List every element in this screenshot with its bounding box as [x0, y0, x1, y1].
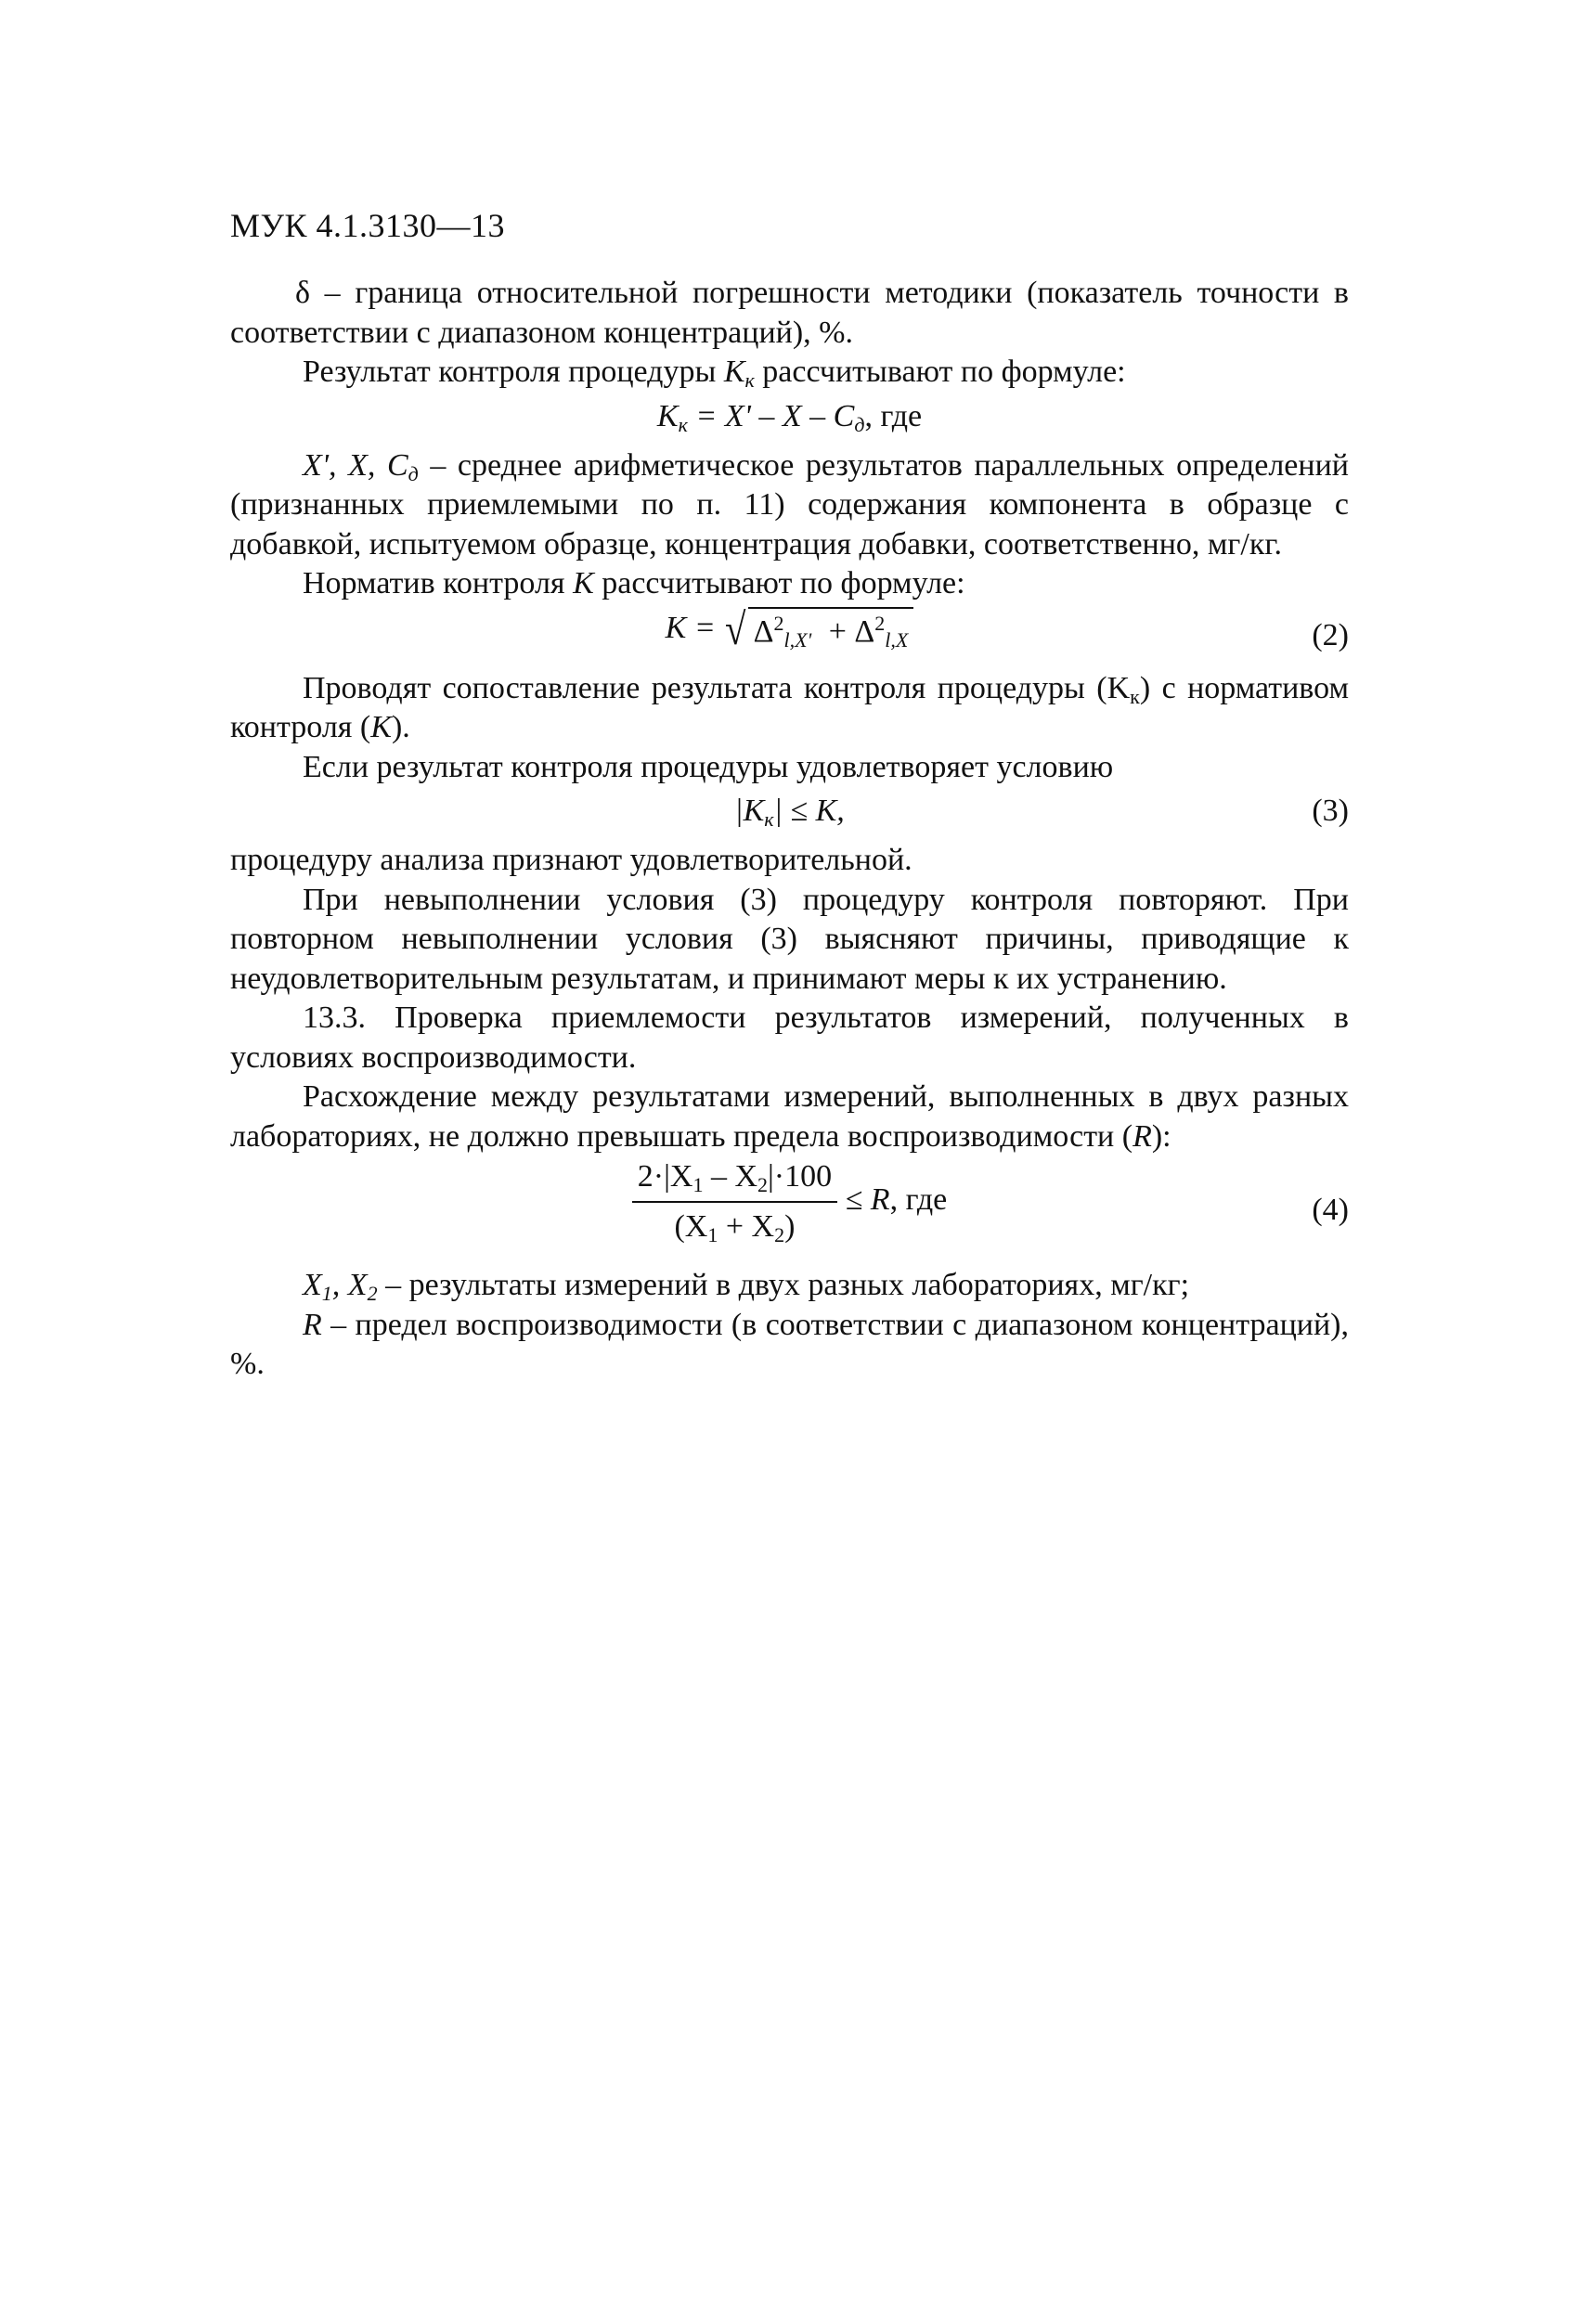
formula-4-number: (4): [1312, 1193, 1349, 1227]
formula-4-numerator: $2\cdot|X_1 - X_2|\cdot 100$: [637, 1159, 833, 1196]
section-13-3: 13.3. Проверка приемлемости результатов измерений, полученных в условиях воспроизводимости.: [230, 1001, 1349, 1075]
divergence-paragraph: Расхождение между результатами измерений, выполненных в двух разных лабораториях, не должно превышать предела воспроизводимости (R):: [230, 1079, 1349, 1154]
square-root: √ $\Delta^2_{l,X'} + \Delta^2_{l,X}$: [723, 607, 913, 653]
result-control-text: Результат контроля процедуры: [303, 355, 717, 389]
formula-4-fraction: [632, 1156, 837, 1247]
formula-2-lhs: K =: [665, 610, 716, 645]
document-header: МУК 4.1.3130—13: [230, 207, 506, 244]
formula-3-number: (3): [1312, 794, 1349, 828]
formula-3-expression: $|K_к| \le K$,: [734, 794, 845, 831]
formula-1: [230, 393, 1349, 446]
r-definition: R – предел воспроизводимости (в соответствии с диапазоном концентраций), %.: [230, 1307, 1349, 1381]
compare-paragraph: Проводят сопоставление результата контроля процедуры $(K_к)$ с нормативом контроля (K).: [230, 670, 1349, 744]
formula-1-lhs: $K_к$: [656, 398, 688, 436]
formula-2-number: (2): [1312, 617, 1349, 652]
xdef-text: – среднее арифметическое результатов параллельных определений (признанных приемлемыми по п. 11) содержания компонента в образце с добавкой, испытуемом образце, концентрация добавки, соответственно, мг/кг.: [230, 447, 1349, 562]
condition-paragraph: Если результат контроля процедуры удовлетворяет условию: [303, 749, 1114, 784]
norm-text: Норматив контроля: [303, 566, 565, 600]
result-control-paragraph: [230, 353, 1349, 393]
formula-4-denominator: $(X_1 + X_2)$: [674, 1209, 796, 1246]
norm-paragraph: [230, 564, 1349, 604]
formula-2: [230, 604, 1349, 669]
formula-4-rhs: ≤ R: [845, 1181, 890, 1217]
x12-definition: $X_1$, $X_2$ – результаты измерений в двух разных лабораториях, мг/кг;: [303, 1268, 1190, 1305]
satisfactory-paragraph: процедуру анализа признают удовлетворительной.: [230, 843, 912, 877]
formula-3: [230, 787, 1349, 841]
delta-definition: δ – граница относительной погрешности методики (показатель точности в соответствии с диапазоном концентраций), %.: [230, 276, 1349, 350]
norm-text-end: рассчитывают по формуле:: [602, 566, 965, 600]
formula-1-where: , где: [864, 398, 923, 433]
document-body: [230, 274, 1349, 1385]
formula-4-where: , где: [889, 1181, 948, 1217]
xdef-variables: X', X, $C_д$: [303, 447, 419, 485]
radical-sign-icon: √: [725, 604, 746, 654]
k-symbol: K: [573, 566, 594, 600]
result-control-text-end: рассчитывают по формуле:: [762, 355, 1126, 389]
formula-4: [230, 1156, 1349, 1266]
kk-symbol: $K_к$: [723, 355, 755, 392]
formula-1-rhs: = X' – X – $C_д$: [695, 398, 865, 436]
repeat-paragraph: При невыполнении условия (3) процедуру контроля повторяют. При повторном невыполнении условия (3) выясняют причины, приводящие к неудовлетворительным результатам, и принимают меры к их устранению.: [230, 882, 1349, 996]
xdef-paragraph: [230, 446, 1349, 565]
